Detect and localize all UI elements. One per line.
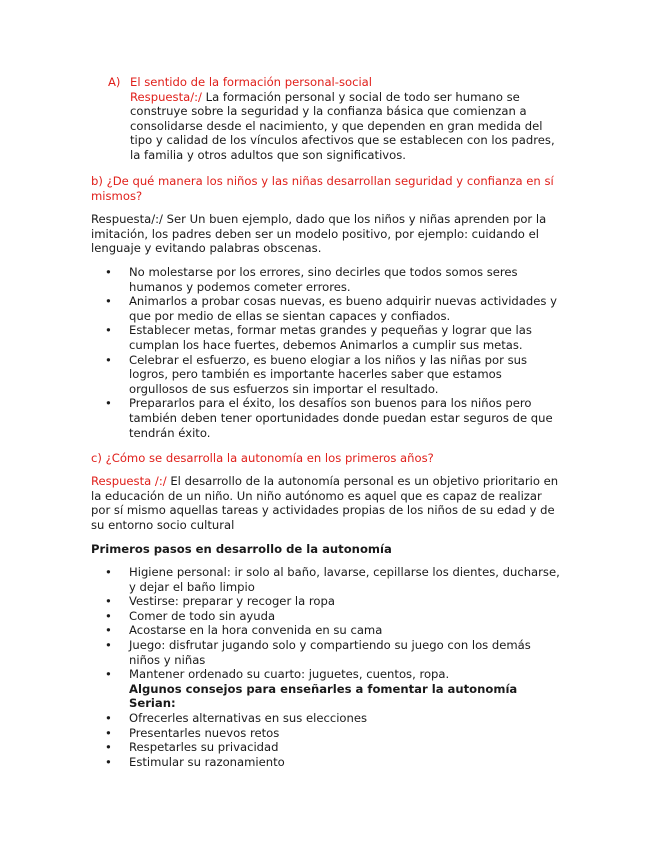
list-item: • Estimular su razonamiento — [91, 755, 561, 770]
advice-heading: Algunos consejos para enseñarles a fomentar la autonomía Serian: — [129, 681, 518, 711]
list-item: • Acostarse en la hora convenida en su cama — [91, 623, 561, 638]
section-a-title: El sentido de la formación personal-social — [130, 75, 373, 89]
section-c-list — [91, 565, 561, 769]
section-c-answer — [91, 474, 561, 532]
list-item: • Ofrecerles alternativas en sus elecciones — [91, 711, 561, 726]
list-item: • Juego: disfrutar jugando solo y compartiendo su juego con los demás niños y niñas — [91, 638, 561, 667]
list-item: • Presentarles nuevos retos — [91, 726, 561, 741]
list-item: • Mantener ordenado su cuarto: juguetes, cuentos, ropa. — [91, 667, 561, 682]
list-item: • Animarlos a probar cosas nuevas, es bueno adquirir nuevas actividades y que por medio de ellas se sientan capaces y confiados. — [91, 294, 561, 323]
list-item: • Establecer metas, formar metas grandes y pequeñas y lograr que las cumplan los hace fuertes, debemos Animarlos a cumplir sus metas. — [91, 323, 561, 352]
section-a-answer-label: Respuesta/:/ — [130, 89, 202, 104]
list-item: • Respetarles su privacidad — [91, 740, 561, 755]
section-c-heading: Primeros pasos en desarrollo de la autonomía — [91, 542, 392, 556]
section-a — [108, 75, 558, 163]
section-b-answer: Respuesta/:/ Ser Un buen ejemplo, dado que los niños y niñas aprenden por la imitación, los padres deben ser un modelo positivo, por ejemplo: cuidando el lenguaje y evitando palabras obscenas. — [91, 212, 547, 256]
list-item: • No molestarse por los errores, sino decirles que todos somos seres humanos y podemos cometer errores. — [91, 265, 561, 294]
section-a-answer — [108, 90, 558, 163]
list-item: • Celebrar el esfuerzo, es bueno elogiar a los niños y las niñas por sus logros, pero también es importante hacerles saber que estamos orgullosos de sus esfuerzos sin importar el resultado. — [91, 353, 561, 397]
section-c-answer-label: Respuesta /:/ — [91, 474, 167, 488]
section-c-answer-text: El desarrollo de la autonomía personal es un objetivo prioritario en la educación de un niño. Un niño autónomo es aquel que es capaz de realizar por sí mismo aquellas tareas y actividades propias de los niños de su edad y de su entorno socio cultural — [91, 474, 559, 532]
list-item: • Prepararlos para el éxito, los desafíos son buenos para los niños pero también deben tener oportunidades donde puedan estar seguros de que tendrán éxito. — [91, 396, 561, 440]
list-item: • Higiene personal: ir solo al baño, lavarse, cepillarse los dientes, ducharse, y dejar el baño limpio — [91, 565, 561, 594]
list-item: • Vestirse: preparar y recoger la ropa — [91, 594, 561, 609]
section-c-question: c) ¿Cómo se desarrolla la autonomía en los primeros años? — [91, 451, 434, 465]
section-b-question: b) ¿De qué manera los niños y las niñas desarrollan seguridad y confianza en sí mismos? — [91, 174, 554, 203]
list-item: • Comer de todo sin ayuda — [91, 609, 561, 624]
section-b-bullets — [91, 265, 561, 440]
section-a-marker: A) — [108, 75, 121, 89]
section-a-answer-text: La formación personal y social de todo ser humano se construye sobre la seguridad y la confianza básica que comienzan a consolidarse desde el nacimiento, y que dependen en gran medida del tipo y calidad de los vínculos afectivos que se establecen con los padres, la familia y otros adultos que son significativos. — [130, 89, 555, 162]
section-a-title-row — [108, 75, 558, 90]
